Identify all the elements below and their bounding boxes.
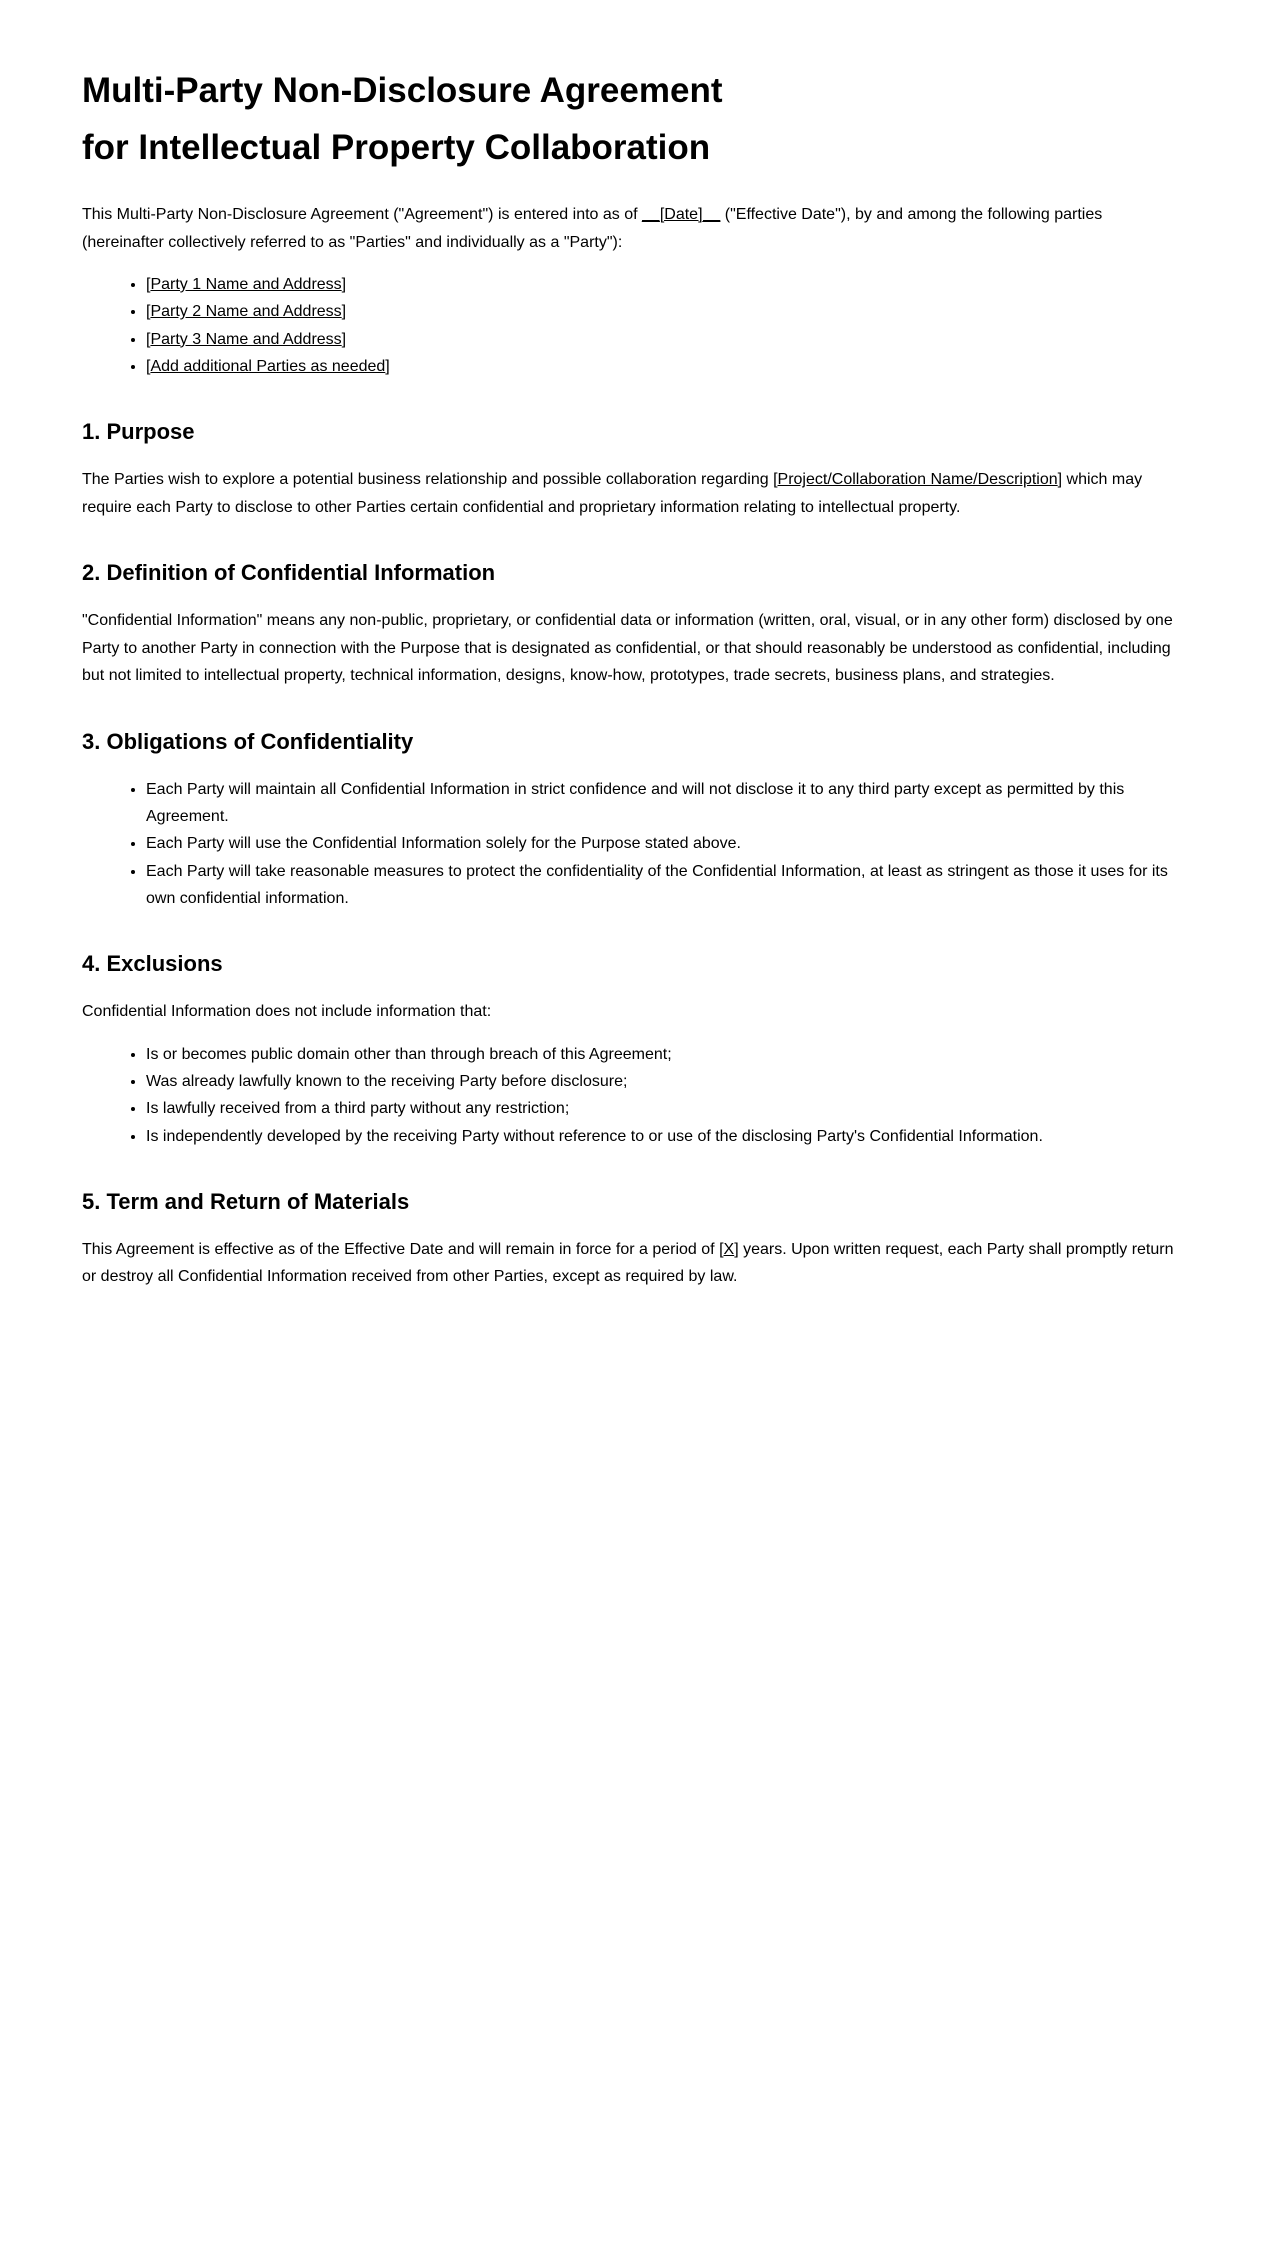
section-definition (82, 558, 1181, 690)
exclusions-lead: Confidential Information does not include information that: (82, 1003, 492, 1021)
party-list (82, 271, 1181, 380)
definition-paragraph: "Confidential Information" means any non-public, proprietary, or confidential data or information (written, oral, visual, or in any other form) disclosed by one Party to another Party in connection with the Purpose that is designated as confidential, or that should reasonably be understood as confidential, including but not limited to intellectual property, technical information, designs, know-how, prototypes, trade secrets, business plans, and strategies. (82, 612, 1173, 685)
bracket-open: [ (146, 357, 151, 375)
purpose-text-before: The Parties wish to explore a potential business relationship and possible collaboration regarding [ (82, 471, 778, 489)
term-paragraph (82, 1236, 1181, 1291)
bracket-close: ] (385, 357, 390, 375)
party-list-item (146, 326, 1181, 353)
section-heading: 1. Purpose (82, 419, 195, 445)
party-list-item (146, 271, 1181, 298)
bracket-open: [ (146, 303, 151, 321)
party-2-placeholder: Party 2 Name and Address (150, 303, 342, 321)
party-list-item (146, 353, 1181, 380)
intro-paragraph (82, 201, 1181, 256)
project-placeholder: Project/Collaboration Name/Description (777, 471, 1058, 489)
bracket-close: ] (341, 276, 347, 293)
section-term (82, 1187, 1181, 1291)
list-item: • Is independently developed by the receiving Party without reference to or use of the disclosing Party's Confidential Information. (146, 1123, 1181, 1150)
document-title-line-2: for Intellectual Property Collaboration (82, 128, 711, 167)
document-title-line-1: Multi-Party Non-Disclosure Agreement (82, 71, 723, 110)
section-heading: 2. Definition of Confidential Information (82, 560, 496, 586)
exclusions-list (82, 1041, 1181, 1150)
term-text-before: This Agreement is effective as of the Effective Date and will remain in force for a period of [ (82, 1240, 724, 1258)
document-title (82, 62, 1181, 176)
bracket-open: [ (146, 330, 151, 348)
list-item: • Each Party will take reasonable measures to protect the confidentiality of the Confidential Information, at least as stringent as those it uses for its own confidential information. (146, 858, 1181, 913)
party-list-item (146, 298, 1181, 325)
bracket-open: [ (146, 276, 151, 293)
purpose-paragraph (82, 466, 1181, 521)
intro-text-after: ("Effective Date"), by and among the following parties (hereinafter collectively referred to as "Parties" and individually as a "Party"): (82, 206, 1103, 251)
years-placeholder: X (723, 1240, 735, 1258)
list-item: • Each Party will use the Confidential Information solely for the Purpose stated above. (146, 830, 1181, 857)
section-heading: 5. Term and Return of Materials (82, 1188, 410, 1214)
list-item: • Was already lawfully known to the receiving Party before disclosure; (146, 1068, 1181, 1095)
section-heading: 4. Exclusions (82, 951, 223, 977)
list-item: • Is lawfully received from a third party without any restriction; (146, 1095, 1181, 1122)
obligations-list (82, 776, 1181, 912)
additional-parties-placeholder: Add additional Parties as needed (150, 357, 386, 375)
bracket-close: ] (341, 330, 347, 348)
section-obligations (82, 727, 1181, 912)
section-heading: 3. Obligations of Confidentiality (82, 728, 414, 754)
party-1-placeholder: Party 1 Name and Address (150, 276, 342, 293)
list-item: • Each Party will maintain all Confidential Information in strict confidence and will not disclose it to any third party except as permitted by this Agreement. (146, 776, 1181, 831)
term-text-after: ] years. Upon written request, each Party shall promptly return or destroy all Confidential Information received from other Parties, except as required by law. (82, 1240, 1174, 1286)
section-purpose (82, 417, 1181, 521)
list-item: • Is or becomes public domain other than through breach of this Agreement; (146, 1041, 1181, 1068)
purpose-text-after: ] which may require each Party to disclose to other Parties certain confidential and proprietary information relating to intellectual property. (82, 471, 1143, 516)
bracket-close: ] (341, 303, 347, 321)
section-exclusions (82, 949, 1181, 1150)
intro-text-before: This Multi-Party Non-Disclosure Agreement ("Agreement") is entered into as of (82, 206, 643, 223)
date-placeholder: __[Date]__ (642, 206, 721, 223)
party-3-placeholder: Party 3 Name and Address (150, 330, 342, 348)
